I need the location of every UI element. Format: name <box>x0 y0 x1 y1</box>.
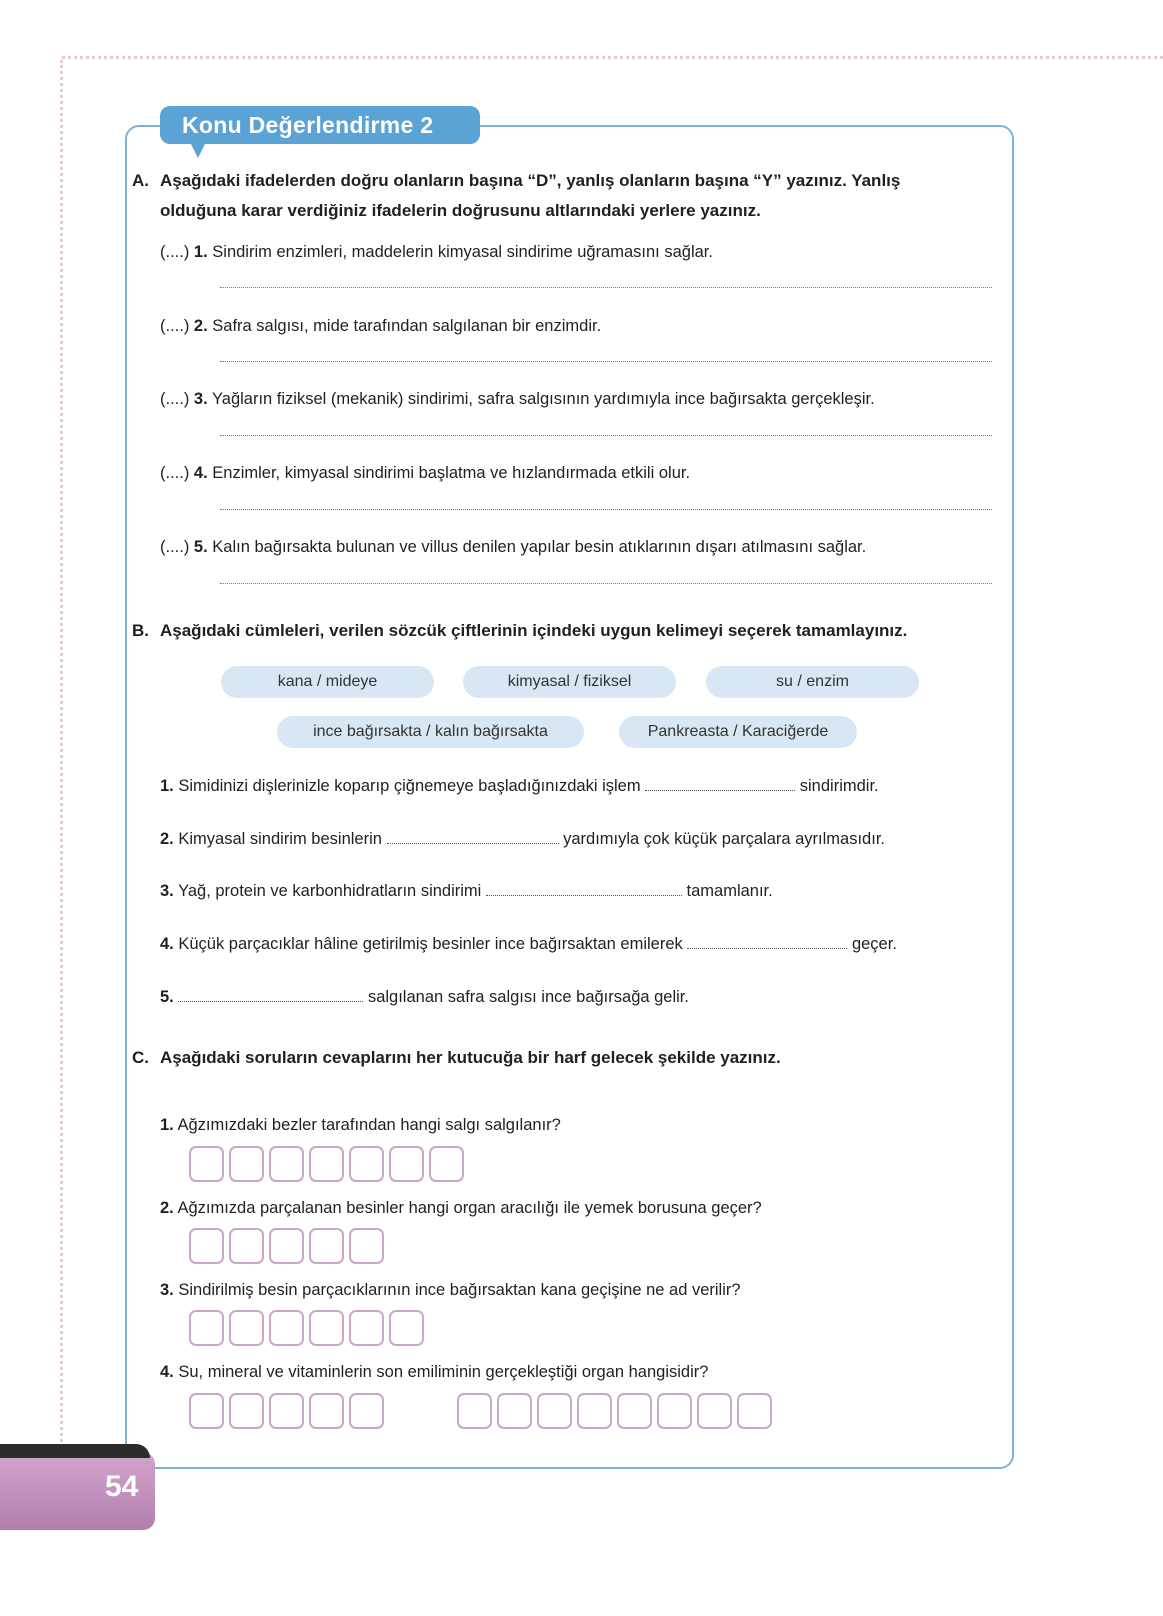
letter-box[interactable] <box>537 1393 572 1429</box>
answer-blank[interactable]: (....) <box>160 390 190 408</box>
item-number: 3. <box>160 1281 174 1299</box>
fill-blank[interactable] <box>387 829 559 844</box>
section-c-letter: C. <box>132 1048 149 1067</box>
letter-box[interactable] <box>737 1393 772 1429</box>
item-text: Sindirim enzimleri, maddelerin kimyasal sindirime uğramasını sağlar. <box>212 243 713 261</box>
section-b-instruction: Aşağıdaki cümleleri, verilen sözcük çiftlerinin içindeki uygun kelimeyi seçerek tamamlayınız. <box>160 621 908 640</box>
item-text: Safra salgısı, mide tarafından salgılanan bir enzimdir. <box>212 317 602 335</box>
question-3 <box>160 1279 741 1301</box>
letter-box[interactable] <box>269 1146 304 1182</box>
letter-box[interactable] <box>657 1393 692 1429</box>
item-number: 1. <box>160 777 174 795</box>
letter-boxes-4a <box>189 1393 384 1429</box>
section-a-instruction-line1: Aşağıdaki ifadelerden doğru olanların başına “D”, yanlış olanların başına “Y” yazınız. Yanlış <box>160 171 901 190</box>
correction-line-4[interactable] <box>220 509 992 510</box>
item-text: Enzimler, kimyasal sindirimi başlatma ve hızlandırmada etkili olur. <box>212 464 691 482</box>
question-text: Ağzımızdaki bezler tarafından hangi salgı salgılanır? <box>177 1116 561 1134</box>
letter-box[interactable] <box>189 1310 224 1346</box>
item-text-before: Kimyasal sindirim besinlerin <box>178 830 382 848</box>
true-false-item-2 <box>160 315 601 337</box>
correction-line-5[interactable] <box>220 583 992 584</box>
correction-line-3[interactable] <box>220 435 992 436</box>
letter-box[interactable] <box>349 1310 384 1346</box>
fill-blank-item-2 <box>160 828 885 850</box>
fill-blank-item-3 <box>160 880 773 902</box>
letter-box[interactable] <box>269 1310 304 1346</box>
letter-boxes-1 <box>189 1146 464 1182</box>
letter-box[interactable] <box>349 1393 384 1429</box>
letter-box[interactable] <box>429 1146 464 1182</box>
item-text-after: sindirimdir. <box>799 777 879 795</box>
section-a-letter: A. <box>132 171 149 190</box>
answer-blank[interactable]: (....) <box>160 317 190 335</box>
answer-blank[interactable]: (....) <box>160 538 190 556</box>
word-pair-pill: Pankreasta / Karaciğerde <box>619 716 857 748</box>
letter-box[interactable] <box>309 1310 344 1346</box>
item-number: 5. <box>193 538 208 556</box>
answer-blank[interactable]: (....) <box>160 464 190 482</box>
letter-box[interactable] <box>309 1393 344 1429</box>
true-false-item-3 <box>160 388 875 410</box>
letter-box[interactable] <box>309 1228 344 1264</box>
item-number: 4. <box>160 1363 174 1381</box>
letter-box[interactable] <box>269 1228 304 1264</box>
true-false-item-1 <box>160 241 713 263</box>
decorative-dotted-border-top <box>62 56 1163 59</box>
question-4 <box>160 1361 708 1383</box>
item-number: 2. <box>160 1199 174 1217</box>
page-tab-shadow <box>0 1444 150 1458</box>
letter-box[interactable] <box>229 1146 264 1182</box>
page-number: 54 <box>105 1470 139 1503</box>
fill-blank-item-1 <box>160 775 879 797</box>
item-text-before: Yağ, protein ve karbonhidratların sindirimi <box>178 882 482 900</box>
item-text-before: Küçük parçacıklar hâline getirilmiş besinler ince bağırsaktan emilerek <box>178 935 683 953</box>
correction-line-2[interactable] <box>220 361 992 362</box>
item-text: Kalın bağırsakta bulunan ve villus denilen yapılar besin atıklarının dışarı atılmasını sağlar. <box>212 538 867 556</box>
item-text-after: geçer. <box>851 935 897 953</box>
item-number: 4. <box>160 935 174 953</box>
fill-blank[interactable] <box>486 881 682 896</box>
letter-box[interactable] <box>349 1146 384 1182</box>
word-pair-pill: kana / mideye <box>221 666 434 698</box>
true-false-item-4 <box>160 462 690 484</box>
letter-box[interactable] <box>617 1393 652 1429</box>
question-text: Sindirilmiş besin parçacıklarının ince bağırsaktan kana geçişine ne ad verilir? <box>178 1281 741 1299</box>
section-b-letter: B. <box>132 621 149 640</box>
question-text: Su, mineral ve vitaminlerin son emiliminin gerçekleştiği organ hangisidir? <box>178 1363 709 1381</box>
fill-blank[interactable] <box>687 934 847 949</box>
item-text-after: yardımıyla çok küçük parçalara ayrılmasıdır. <box>563 830 885 848</box>
letter-box[interactable] <box>189 1146 224 1182</box>
letter-box[interactable] <box>457 1393 492 1429</box>
letter-box[interactable] <box>189 1228 224 1264</box>
item-number: 1. <box>160 1116 174 1134</box>
fill-blank[interactable] <box>645 776 795 791</box>
fill-blank-item-5 <box>160 986 689 1008</box>
word-pair-pill: kimyasal / fiziksel <box>463 666 676 698</box>
item-number: 2. <box>160 830 174 848</box>
item-text: Yağların fiziksel (mekanik) sindirimi, safra salgısının yardımıyla ince bağırsakta gerçekleşir. <box>211 390 875 408</box>
letter-boxes-3 <box>189 1310 424 1346</box>
section-c-instruction: Aşağıdaki soruların cevaplarını her kutucuğa bir harf gelecek şekilde yazınız. <box>160 1048 781 1067</box>
question-text: Ağzımızda parçalanan besinler hangi organ aracılığı ile yemek borusuna geçer? <box>177 1199 762 1217</box>
letter-box[interactable] <box>309 1146 344 1182</box>
question-2 <box>160 1197 762 1219</box>
letter-box[interactable] <box>697 1393 732 1429</box>
word-pair-pill: su / enzim <box>706 666 919 698</box>
answer-blank[interactable]: (....) <box>160 243 190 261</box>
item-text-before: Simidinizi dişlerinizle koparıp çiğnemeye başladığınızdaki işlem <box>178 777 641 795</box>
decorative-dotted-border-left <box>60 60 63 1460</box>
fill-blank[interactable] <box>178 987 363 1002</box>
letter-box[interactable] <box>389 1146 424 1182</box>
letter-box[interactable] <box>229 1310 264 1346</box>
letter-box[interactable] <box>349 1228 384 1264</box>
letter-boxes-4b <box>457 1393 772 1429</box>
true-false-item-5 <box>160 536 866 558</box>
letter-box[interactable] <box>189 1393 224 1429</box>
fill-blank-item-4 <box>160 933 897 955</box>
letter-box[interactable] <box>497 1393 532 1429</box>
item-number: 1. <box>193 243 208 261</box>
item-text-after: salgılanan safra salgısı ince bağırsağa gelir. <box>367 988 689 1006</box>
letter-box[interactable] <box>269 1393 304 1429</box>
letter-box[interactable] <box>577 1393 612 1429</box>
question-1 <box>160 1114 561 1136</box>
item-number: 2. <box>193 317 208 335</box>
item-number: 5. <box>160 988 174 1006</box>
letter-box[interactable] <box>389 1310 424 1346</box>
item-number: 4. <box>193 464 208 482</box>
letter-box[interactable] <box>229 1228 264 1264</box>
item-number: 3. <box>193 390 208 408</box>
section-title: Konu Değerlendirme 2 <box>160 106 480 144</box>
item-number: 3. <box>160 882 174 900</box>
correction-line-1[interactable] <box>220 287 992 288</box>
section-a-instruction-line2: olduğuna karar verdiğiniz ifadelerin doğrusunu altlarındaki yerlere yazınız. <box>160 201 761 220</box>
letter-box[interactable] <box>229 1393 264 1429</box>
title-tab-pointer <box>190 142 206 158</box>
word-pair-pill: ince bağırsakta / kalın bağırsakta <box>277 716 584 748</box>
letter-boxes-2 <box>189 1228 384 1264</box>
item-text-after: tamamlanır. <box>686 882 773 900</box>
